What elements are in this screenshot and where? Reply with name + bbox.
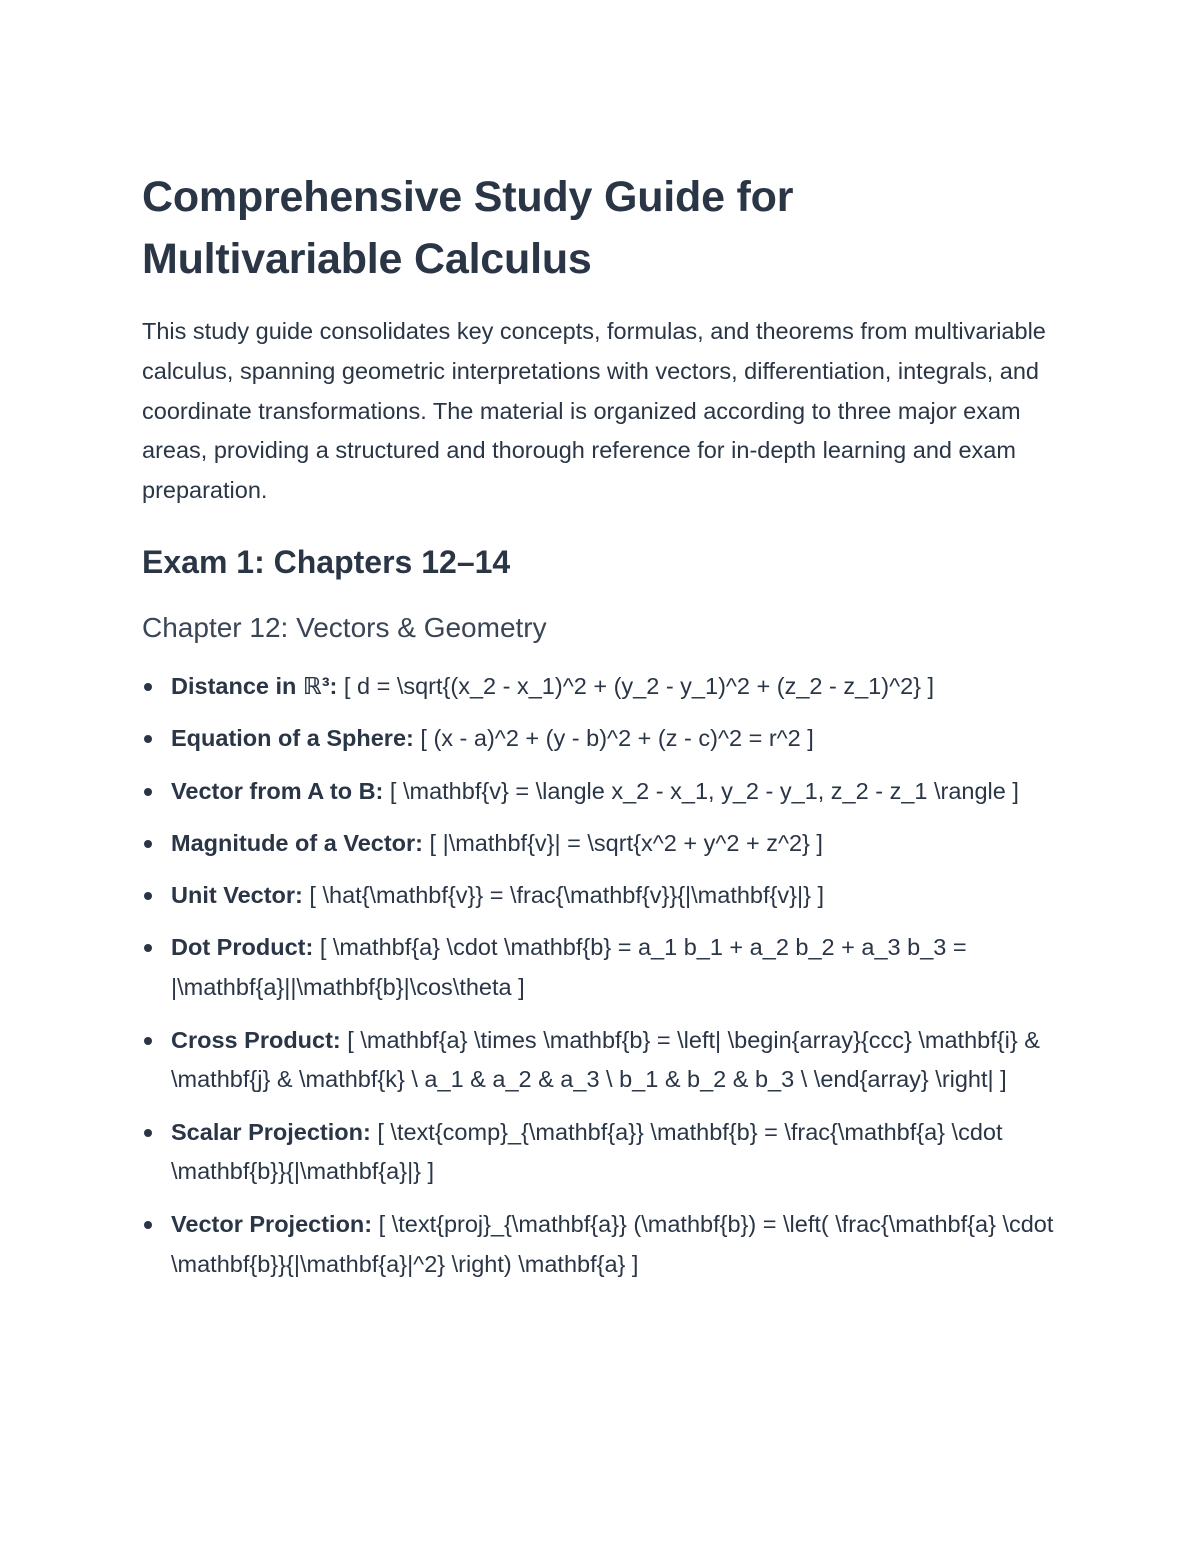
formula-list — [142, 667, 1062, 1284]
bullet-icon — [144, 788, 152, 796]
formula-text: [ \text{proj}_{\mathbf{a}} (\mathbf{b}) = \left( \frac{\mathbf{a} \cdot \mathbf{b}}{|\mathbf{a}|^2} \right) \mathbf{a} ] — [171, 1210, 1054, 1277]
formula-term: Scalar Projection: — [171, 1118, 371, 1145]
formula-text: [ d = \sqrt{(x_2 - x_1)^2 + (y_2 - y_1)^2 + (z_2 - z_1)^2} ] — [343, 672, 935, 699]
formula-item-unit-vector — [142, 876, 1062, 916]
bullet-icon — [144, 683, 152, 691]
document-page — [142, 166, 1062, 1297]
bullet-icon — [144, 1221, 152, 1229]
bullet-icon — [144, 1129, 152, 1137]
intro-paragraph: This study guide consolidates key concepts, formulas, and theorems from multivariable calculus, spanning geometric interpretations with vectors, differentiation, integrals, and coordinate transformations. The material is organized according to three major exam areas, providing a structured and thorough reference for in-depth learning and exam preparation. — [142, 318, 1046, 504]
formula-text: [ (x - a)^2 + (y - b)^2 + (z - c)^2 = r^2 ] — [420, 725, 814, 752]
formula-text: [ \mathbf{a} \cdot \mathbf{b} = a_1 b_1 + a_2 b_2 + a_3 b_3 = |\mathbf{a}||\mathbf{b}|\cos\theta ] — [171, 934, 967, 1001]
formula-item-magnitude — [142, 824, 1062, 864]
formula-item-distance — [142, 667, 1062, 707]
formula-term: Unit Vector: — [171, 882, 303, 909]
formula-item-cross-product — [142, 1021, 1062, 1101]
formula-term: Cross Product: — [171, 1026, 341, 1053]
bullet-icon — [144, 1037, 152, 1045]
bullet-icon — [144, 735, 152, 743]
formula-item-vector-projection — [142, 1205, 1062, 1285]
formula-term: Magnitude of a Vector: — [171, 829, 423, 856]
formula-text: [ \hat{\mathbf{v}} = \frac{\mathbf{v}}{|\mathbf{v}|} ] — [309, 882, 824, 909]
document-title: Comprehensive Study Guide for Multivariable Calculus — [142, 173, 794, 283]
formula-item-scalar-projection — [142, 1113, 1062, 1193]
formula-item-vector-a-to-b — [142, 772, 1062, 812]
formula-text: [ |\mathbf{v}| = \sqrt{x^2 + y^2 + z^2} ] — [429, 829, 823, 856]
formula-term: Vector Projection: — [171, 1210, 373, 1237]
formula-term: Dot Product: — [171, 934, 314, 961]
chapter-12-heading: Chapter 12: Vectors & Geometry — [142, 611, 547, 643]
formula-text: [ \mathbf{a} \times \mathbf{b} = \left| \begin{array}{ccc} \mathbf{i} & \mathbf{j} & \mathbf{k} \ a_1 & a_2 & a_3 \ b_1 & b_2 & b_3 \ \end{array} \right| ] — [171, 1026, 1040, 1093]
bullet-icon — [144, 892, 152, 900]
formula-term: Vector from A to B: — [171, 777, 384, 804]
formula-text: [ \text{comp}_{\mathbf{a}} \mathbf{b} = \frac{\mathbf{a} \cdot \mathbf{b}}{|\mathbf{a}|} ] — [171, 1118, 1003, 1185]
formula-term: Equation of a Sphere: — [171, 725, 414, 752]
formula-text: [ \mathbf{v} = \langle x_2 - x_1, y_2 - y_1, z_2 - z_1 \rangle ] — [389, 777, 1019, 804]
formula-term: Distance in ℝ³: — [171, 672, 338, 699]
bullet-icon — [144, 944, 152, 952]
bullet-icon — [144, 840, 152, 848]
exam-1-heading: Exam 1: Chapters 12–14 — [142, 543, 511, 580]
formula-item-dot-product — [142, 928, 1062, 1008]
formula-item-sphere — [142, 719, 1062, 759]
